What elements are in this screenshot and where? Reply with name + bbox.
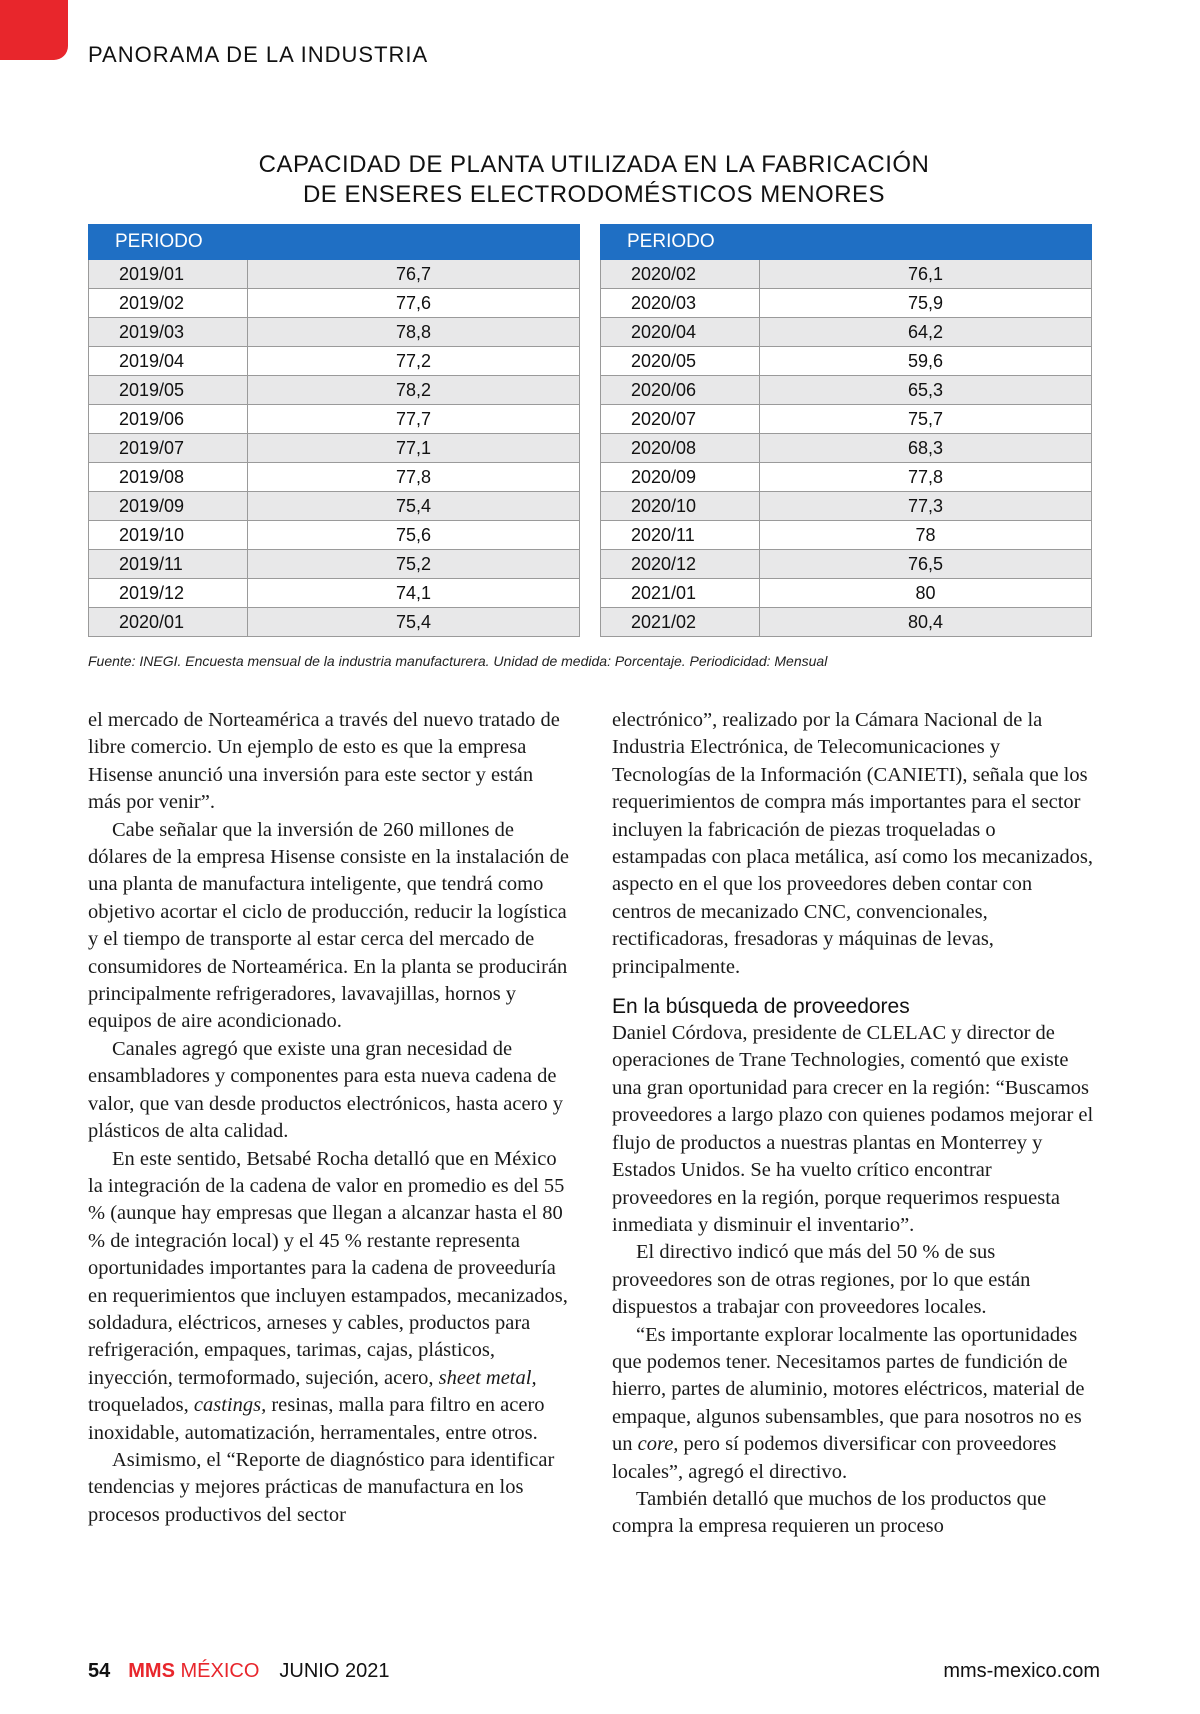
table-row [601,463,1092,492]
period-cell: 2019/04 [89,347,248,376]
table-row [601,347,1092,376]
table-row [89,347,580,376]
text-run: resinas, malla para filtro en acero inoxidable, automatización, herramentales, entre otros. [88,1394,545,1444]
period-cell: 2021/01 [601,579,760,608]
paragraph [88,1146,570,1447]
period-header: PERIODO [89,225,248,260]
brand-mms: MMS [128,1660,175,1682]
value-cell: 77,7 [248,405,580,434]
table-row [89,318,580,347]
period-cell: 2019/11 [89,550,248,579]
paragraph: Cabe señalar que la inversión de 260 millones de dólares de la empresa Hisense consiste en la instalación de una planta de manufactura inteligente, que tendrá como objetivo acortar el ciclo de producción, reducir la logística y el tiempo de transporte al estar cerca del mercado de consumidores de Norteamérica. En la planta se producirán principalmente refrigeradores, lavavajillas, hornos y equipos de aire acondicionado. [88,818,570,1033]
page-number: 54 [88,1660,111,1682]
brand-mexico: MÉXICO [180,1660,260,1682]
value-cell: 75,2 [248,550,580,579]
footer-site: mms-mexico.com [943,1660,1100,1682]
table-body [601,260,1092,637]
period-cell: 2019/09 [89,492,248,521]
period-cell: 2019/03 [89,318,248,347]
value-cell: 74,1 [248,579,580,608]
period-cell: 2020/02 [601,260,760,289]
table-row [89,434,580,463]
period-cell: 2020/05 [601,347,760,376]
value-cell: 78 [760,521,1092,550]
period-cell: 2020/06 [601,376,760,405]
table-source: Fuente: INEGI. Encuesta mensual de la industria manufacturera. Unidad de medida: Porcentaje. Periodicidad: Mensual [88,653,828,669]
table-header-row [89,225,580,260]
value-cell: 80 [760,579,1092,608]
period-cell: 2019/10 [89,521,248,550]
paragraph [612,1322,1094,1486]
table-title-line2: DE ENSERES ELECTRODOMÉSTICOS MENORES [302,181,886,208]
period-cell: 2020/03 [601,289,760,318]
paragraph: Daniel Córdova, presidente de CLELAC y director de operaciones de Trane Technologies, comentó que existe una gran oportunidad para crecer en la región: “Buscamos proveedores a largo plazo con quienes podamos mejorar el flujo de productos a nuestras plantas en Monterrey y Estados Unidos. Se ha vuelto crítico encontrar proveedores en la región, porque requerimos respuesta inmediata y disminuir el inventario”. [612,1022,1094,1236]
text-run: pero sí podemos diversificar con proveedores locales”, agregó el directivo. [612,1433,1057,1483]
table-title-line1: CAPACIDAD DE PLANTA UTILIZADA EN LA FABRICACIÓN [258,151,930,178]
value-cell: 59,6 [760,347,1092,376]
value-header [248,225,580,260]
period-cell: 2019/08 [89,463,248,492]
value-cell: 65,3 [760,376,1092,405]
table-row [601,608,1092,637]
footer-left [88,1660,389,1683]
table-row [601,550,1092,579]
corner-tab [0,0,68,60]
paragraph: electrónico”, realizado por la Cámara Nacional de la Industria Electrónica, de Telecomunicaciones y Tecnologías de la Información (CANIETI), señala que los requerimientos de compra más importantes para el sector incluyen la fabricación de piezas troqueladas o estampadas con placa metálica, así como los mecanizados, aspecto en el que los proveedores deben contar con centros de mecanizado CNC, convencionales, rectificadoras, fresadoras y máquinas de levas, principalmente. [612,709,1093,978]
table-row [601,376,1092,405]
text-run: troquelados, [88,1394,194,1417]
table-row [601,579,1092,608]
period-cell: 2020/01 [89,608,248,637]
value-cell: 77,3 [760,492,1092,521]
table-row [601,434,1092,463]
table-header-row [601,225,1092,260]
value-cell: 76,7 [248,260,580,289]
table-row [89,521,580,550]
subheading: En la búsqueda de proveedores [612,995,910,1019]
section-title: PANORAMA DE LA INDUSTRIA [88,42,429,67]
value-cell: 75,4 [248,492,580,521]
period-cell: 2019/12 [89,579,248,608]
capacity-table-left [88,224,580,637]
period-cell: 2020/12 [601,550,760,579]
table-row [601,405,1092,434]
value-cell: 77,2 [248,347,580,376]
period-cell: 2020/11 [601,521,760,550]
period-header: PERIODO [601,225,760,260]
value-cell: 78,2 [248,376,580,405]
italic-term: castings, [193,1394,267,1417]
table-row [89,608,580,637]
table-row [89,376,580,405]
text-run: En este sentido, Betsabé Rocha detalló que en México la integración de la cadena de valor en promedio es del 55 % (aunque hay empresas que llegan a alcanzar hasta el 80 % de integración local) y el 45 % restante representa oportunidades importantes para la cadena de proveeduría en requerimientos que incluyen estampados, mecanizados, soldadura, eléctricos, arneses y cables, productos para refrigeración, empaques, tarimas, cajas, plásticos, inyección, termoformado, sujeción, acero, [88,1147,568,1389]
paragraph: También detalló que muchos de los productos que compra la empresa requieren un proceso [612,1487,1047,1538]
table-row [89,463,580,492]
value-cell: 75,7 [760,405,1092,434]
period-cell: 2019/05 [89,376,248,405]
period-cell: 2019/01 [89,260,248,289]
period-cell: 2020/07 [601,405,760,434]
paragraph: el mercado de Norteamérica a través del nuevo tratado de libre comercio. Un ejemplo de esto es que la empresa Hisense anunció una inversión para este sector y están más por venir”. [88,709,560,814]
table-row [89,405,580,434]
value-cell: 75,6 [248,521,580,550]
article-column-right [612,707,1094,1541]
article-column-left [88,707,570,1529]
value-cell: 76,5 [760,550,1092,579]
table-row [89,260,580,289]
value-cell: 80,4 [760,608,1092,637]
table-row [601,260,1092,289]
value-cell: 78,8 [248,318,580,347]
table-row [601,289,1092,318]
period-cell: 2019/06 [89,405,248,434]
period-cell: 2019/07 [89,434,248,463]
value-cell: 77,8 [248,463,580,492]
italic-term: sheet metal, [438,1366,537,1389]
value-cell: 77,6 [248,289,580,318]
italic-term: core, [637,1433,679,1456]
value-cell: 75,9 [760,289,1092,318]
table-row [89,579,580,608]
period-cell: 2020/10 [601,492,760,521]
value-cell: 77,8 [760,463,1092,492]
text-run: “Es importante explorar localmente las oportunidades que podemos tener. Necesitamos partes de fundición de hierro, partes de aluminio, motores eléctricos, material de empaque, algunos subensambles, que para nosotros no es un [612,1323,1085,1456]
value-header [760,225,1092,260]
period-cell: 2020/04 [601,318,760,347]
capacity-table-right [600,224,1092,637]
value-cell: 77,1 [248,434,580,463]
period-cell: 2020/09 [601,463,760,492]
table-row [601,521,1092,550]
paragraph: Asimismo, el “Reporte de diagnóstico para identificar tendencias y mejores prácticas de manufactura en los procesos productivos del sector [88,1448,555,1526]
period-cell: 2021/02 [601,608,760,637]
table-body [89,260,580,637]
table-row [89,289,580,318]
table-row [89,550,580,579]
table-row [601,318,1092,347]
value-cell: 76,1 [760,260,1092,289]
period-cell: 2019/02 [89,289,248,318]
table-row [601,492,1092,521]
table-row [89,492,580,521]
table-title [88,150,1100,210]
value-cell: 75,4 [248,608,580,637]
period-cell: 2020/08 [601,434,760,463]
value-cell: 64,2 [760,318,1092,347]
paragraph: Canales agregó que existe una gran necesidad de ensambladores y componentes para esta nueva cadena de valor, que van desde productos electrónicos, hasta acero y plásticos de alta calidad. [88,1037,564,1143]
issue-date: JUNIO 2021 [279,1660,390,1682]
value-cell: 68,3 [760,434,1092,463]
paragraph: El directivo indicó que más del 50 % de sus proveedores son de otras regiones, por lo que están dispuestos a trabajar con proveedores locales. [612,1241,1031,1319]
